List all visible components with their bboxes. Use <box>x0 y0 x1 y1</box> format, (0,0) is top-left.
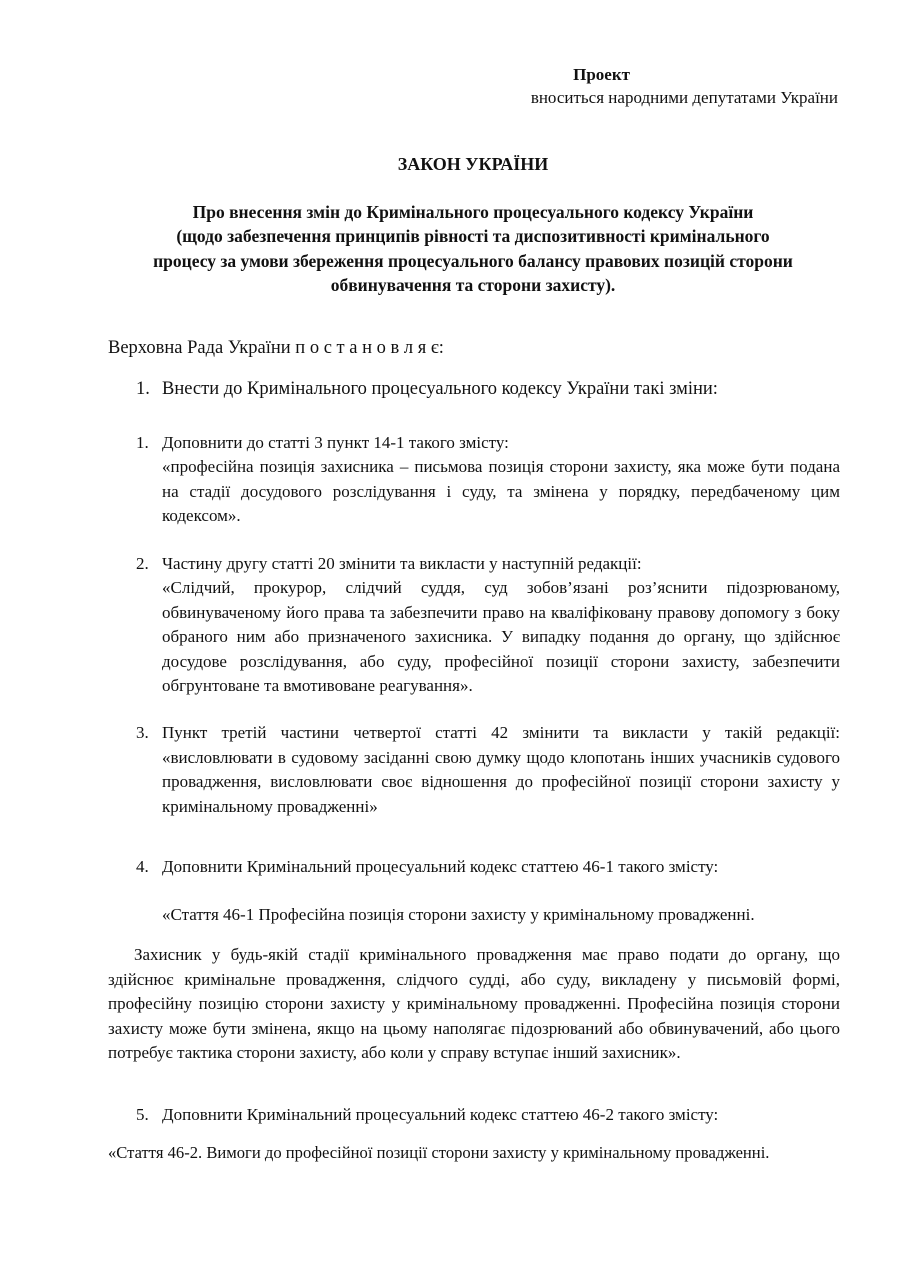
item-text: Пункт третій частини четвертої статті 42 змінити та викласти у такій редакції: «висловлювати в судовому засіданні свою думку щодо клопотань інших учасників судового провадження, висловлювати своє відношення до професійної позиції сторони захисту у кримінальному провадженні» <box>162 723 840 816</box>
item-intro: Доповнити до статті 3 пункт 14-1 такого змісту: <box>162 433 509 452</box>
item-quote: «професійна позиція захисника – письмова позиція сторони захисту, яка може бути подана на стадії досудового розслідування і суду, та змінена у порядку, передбаченому цим кодексом». <box>162 457 840 525</box>
preamble: Верховна Рада України п о с т а н о в л я є: <box>108 338 444 358</box>
main-item-text: Внести до Кримінального процесуального кодексу України такі зміни: <box>162 379 718 399</box>
law-title: ЗАКОН УКРАЇНИ <box>397 154 549 174</box>
article-46-2-heading: «Стаття 46-2. Вимоги до професійної позиції сторони захисту у кримінальному провадженні. <box>108 1143 770 1162</box>
main-item-number: 1. <box>136 379 150 399</box>
item-number: 5. <box>136 1105 149 1124</box>
item-number: 2. <box>136 554 149 573</box>
subtitle-line: (щодо забезпечення принципів рівності та диспозитивності кримінального <box>176 226 770 247</box>
item-number: 3. <box>136 723 149 742</box>
subtitle-line: обвинувачення та сторони захисту). <box>330 274 616 295</box>
item-number: 1. <box>136 433 149 452</box>
article-46-1-heading: «Стаття 46-1 Професійна позиція сторони захисту у кримінальному провадженні. <box>162 905 755 924</box>
item-quote: «Слідчий, прокурор, слідчий суддя, суд зобов’язані роз’яснити підозрюваному, обвинуваченому його права та забезпечити право на кваліфіковану правову допомогу з боку обраного ним або призначеного захисника. У випадку подання до органу, що здійснює досудове розслідування, або суду, професійної позиції сторони захисту, забезпечити обгрунтоване та вмотивоване реагування». <box>162 578 840 695</box>
item-intro: Частину другу статті 20 змінити та викласти у наступній редакції: <box>162 554 642 573</box>
submitted-by-line: вноситься народними депутатами України <box>530 88 838 107</box>
item-intro: Доповнити Кримінальний процесуальний кодекс статтею 46-2 такого змісту: <box>162 1105 719 1124</box>
item-intro: Доповнити Кримінальний процесуальний кодекс статтею 46-1 такого змісту: <box>162 857 719 876</box>
item-number: 4. <box>136 857 149 876</box>
subtitle-line: процесу за умови збереження процесуального балансу правових позицій сторони <box>153 250 793 271</box>
project-label: Проект <box>573 65 630 84</box>
article-46-1-body: Захисник у будь-якій стадії кримінального провадження має право подати до органу, що здійснює кримінальне провадження, слідчого судді, або суду, викладену у письмовій формі, професійну позицію сторони захисту у кримінальному провадженні. Професійна позиція сторони захисту може бути змінена, якщо на цьому наполягає підозрюваний або обвинувачений, або цього потребує тактика сторони захисту, або коли у справу вступає інший захисник». <box>108 945 840 1062</box>
subtitle-line: Про внесення змін до Кримінального процесуального кодексу України <box>192 202 754 222</box>
law-subtitle <box>100 200 846 297</box>
